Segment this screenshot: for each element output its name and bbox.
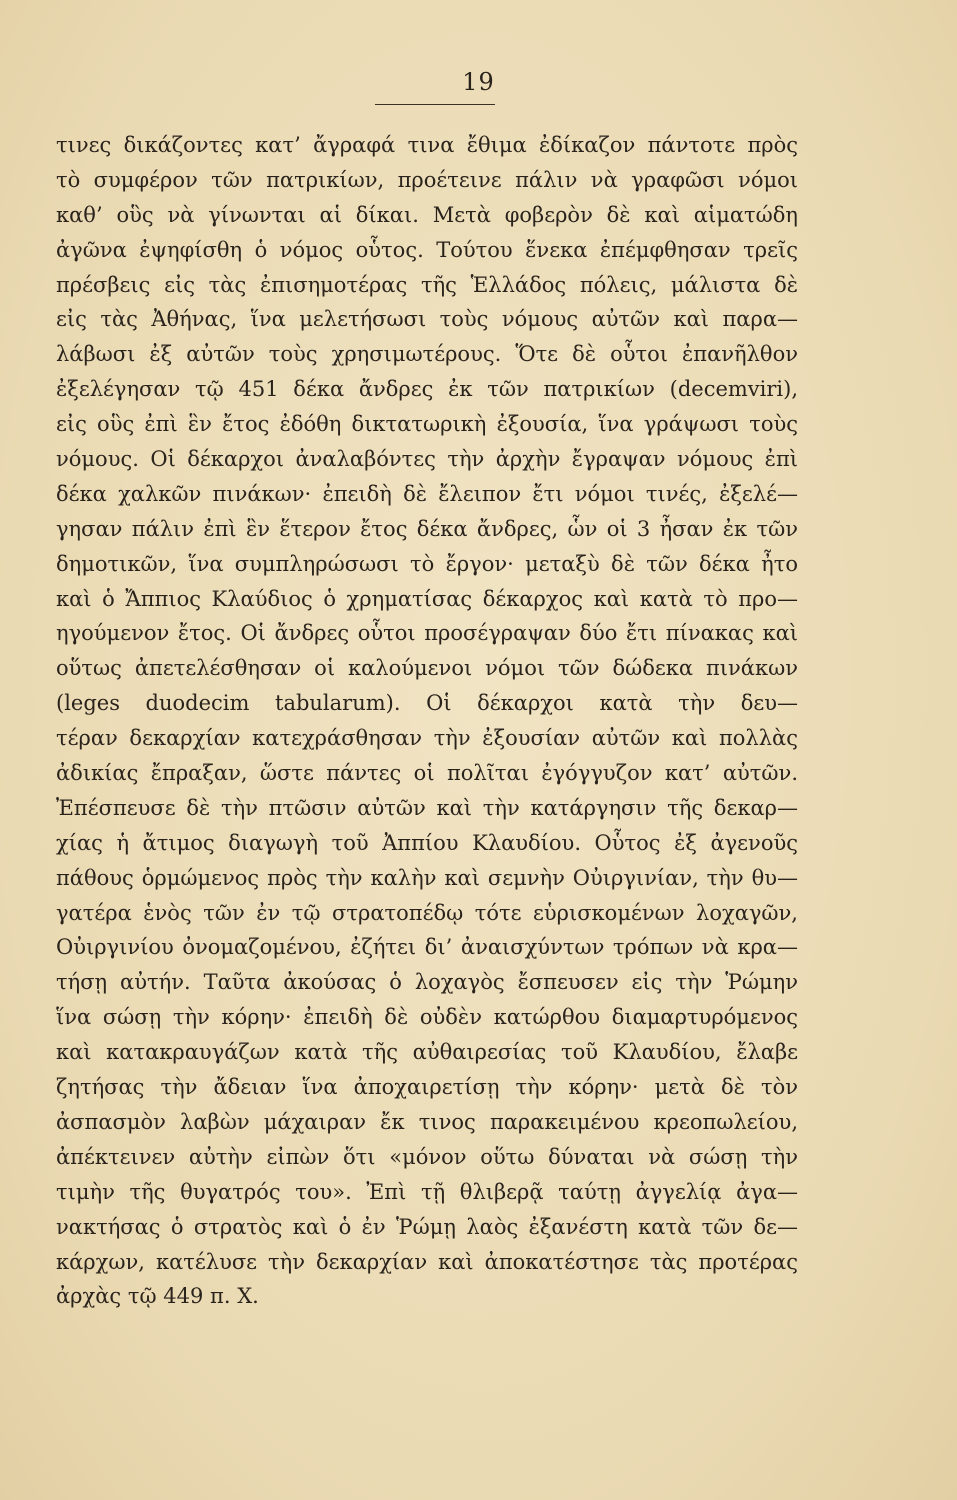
text-line: δημοτικῶν, ἵνα συμπληρώσωσι τὸ ἔργον· μεταξὺ δὲ τῶν δέκα ἦτο (56, 551, 798, 576)
text-line: ηγούμενον ἔτος. Οἱ ἄνδρες οὗτοι προσέγραψαν δύο ἔτι πίνακας καὶ (56, 621, 798, 646)
text-line: χίας ἡ ἄτιμος διαγωγὴ τοῦ Ἀππίου Κλαυδίου. Οὗτος ἐξ ἀγενοῦς (56, 830, 798, 855)
text-line: τιμὴν τῆς θυγατρός του». Ἐπὶ τῇ θλιβερᾷ ταύτῃ ἀγγελίᾳ ἀγα— (56, 1179, 798, 1204)
text-line: πάθους ὁρμώμενος πρὸς τὴν καλὴν καὶ σεμνὴν Οὐιργινίαν, τὴν θυ— (56, 865, 798, 890)
header-rule (375, 104, 495, 105)
text-line: ἐξελέγησαν τῷ 451 δέκα ἄνδρες ἐκ τῶν πατρικίων (decemviri), (56, 377, 798, 402)
text-line: γησαν πάλιν ἐπὶ ἓν ἕτερον ἔτος δέκα ἄνδρες, ὧν οἱ 3 ἦσαν ἐκ τῶν (56, 516, 798, 541)
text-line: τέραν δεκαρχίαν κατεχράσθησαν τὴν ἐξουσίαν αὐτῶν καὶ πολλὰς (56, 726, 798, 751)
text-line: καὶ κατακραυγάζων κατὰ τῆς αὐθαιρεσίας τοῦ Κλαυδίου, ἔλαβε (56, 1040, 798, 1065)
page-number: 19 (462, 68, 495, 96)
text-line: Ἐπέσπευσε δὲ τὴν πτῶσιν αὐτῶν καὶ τὴν κατάργησιν τῆς δεκαρ— (56, 795, 798, 820)
text-line: νόμους. Οἱ δέκαρχοι ἀναλαβόντες τὴν ἀρχὴν ἔγραψαν νόμους ἐπὶ (56, 447, 798, 472)
text-line: πρέσβεις εἰς τὰς ἐπισημοτέρας τῆς Ἑλλάδος πόλεις, μάλιστα δὲ (56, 272, 798, 297)
text-line: γατέρα ἑνὸς τῶν ἐν τῷ στρατοπέδῳ τότε εὑρισκομένων λοχαγῶν, (56, 900, 798, 925)
text-line: ἀπέκτεινεν αὐτὴν εἰπὼν ὅτι «μόνον οὕτω δύναται νὰ σώσῃ τὴν (56, 1144, 798, 1169)
text-line: νακτήσας ὁ στρατὸς καὶ ὁ ἐν Ῥώμῃ λαὸς ἐξανέστη κατὰ τῶν δε— (56, 1214, 798, 1239)
text-line: καὶ ὁ Ἄππιος Κλαύδιος ὁ χρηματίσας δέκαρχος καὶ κατὰ τὸ προ— (56, 586, 798, 611)
text-line: ἀδικίας ἔπραξαν, ὥστε πάντες οἱ πολῖται ἐγόγγυζον κατ’ αὐτῶν. (56, 761, 798, 786)
text-line: ἀγῶνα ἐψηφίσθη ὁ νόμος οὗτος. Τούτου ἕνεκα ἐπέμφθησαν τρεῖς (56, 237, 798, 262)
text-line: δέκα χαλκῶν πινάκων· ἐπειδὴ δὲ ἔλειπον ἔτι νόμοι τινές, ἐξελέ— (56, 481, 798, 506)
text-line: τήσῃ αὐτήν. Ταῦτα ἀκούσας ὁ λοχαγὸς ἔσπευσεν εἰς τὴν Ῥώμην (56, 970, 798, 995)
text-line: τινες δικάζοντες κατ’ ἄγραφά τινα ἔθιμα ἐδίκαζον πάντοτε πρὸς (56, 133, 798, 157)
text-line: ἀσπασμὸν λαβὼν μάχαιραν ἔκ τινος παρακειμένου κρεοπωλείου, (56, 1109, 798, 1134)
text-line: εἰς οὓς ἐπὶ ἓν ἔτος ἐδόθη δικτατωρικὴ ἐξουσία, ἵνα γράψωσι τοὺς (56, 412, 798, 437)
text-line: Οὐιργινίου ὀνομαζομένου, ἐζήτει δι’ ἀναισχύντων τρόπων νὰ κρα— (56, 935, 798, 960)
text-line: ἀρχὰς τῷ 449 π. Χ. (56, 1284, 259, 1309)
text-line: ζητήσας τὴν ἄδειαν ἵνα ἀποχαιρετίσῃ τὴν κόρην· μετὰ δὲ τὸν (56, 1075, 798, 1100)
body-text (56, 128, 798, 1314)
text-line: κάρχων, κατέλυσε τὴν δεκαρχίαν καὶ ἀποκατέστησε τὰς προτέρας (56, 1249, 798, 1274)
text-line: λάβωσι ἐξ αὐτῶν τοὺς χρησιμωτέρους. Ὅτε δὲ οὗτοι ἐπανῆλθον (56, 342, 798, 367)
text-line: ἵνα σώσῃ τὴν κόρην· ἐπειδὴ δὲ οὐδὲν κατώρθου διαμαρτυρόμενος (56, 1005, 798, 1030)
text-line: (leges duodecim tabularum). Οἱ δέκαρχοι κατὰ τὴν δευ— (56, 691, 798, 716)
text-line: τὸ συμφέρον τῶν πατρικίων, προέτεινε πάλιν νὰ γραφῶσι νόμοι (56, 167, 798, 192)
text-line: εἰς τὰς Ἀθήνας, ἵνα μελετήσωσι τοὺς νόμους αὐτῶν καὶ παρα— (56, 307, 798, 332)
text-line: καθ’ οὓς νὰ γίνωνται αἱ δίκαι. Μετὰ φοβερὸν δὲ καὶ αἱματώδη (56, 202, 798, 227)
text-line: οὕτως ἀπετελέσθησαν οἱ καλούμενοι νόμοι τῶν δώδεκα πινάκων (56, 656, 798, 681)
